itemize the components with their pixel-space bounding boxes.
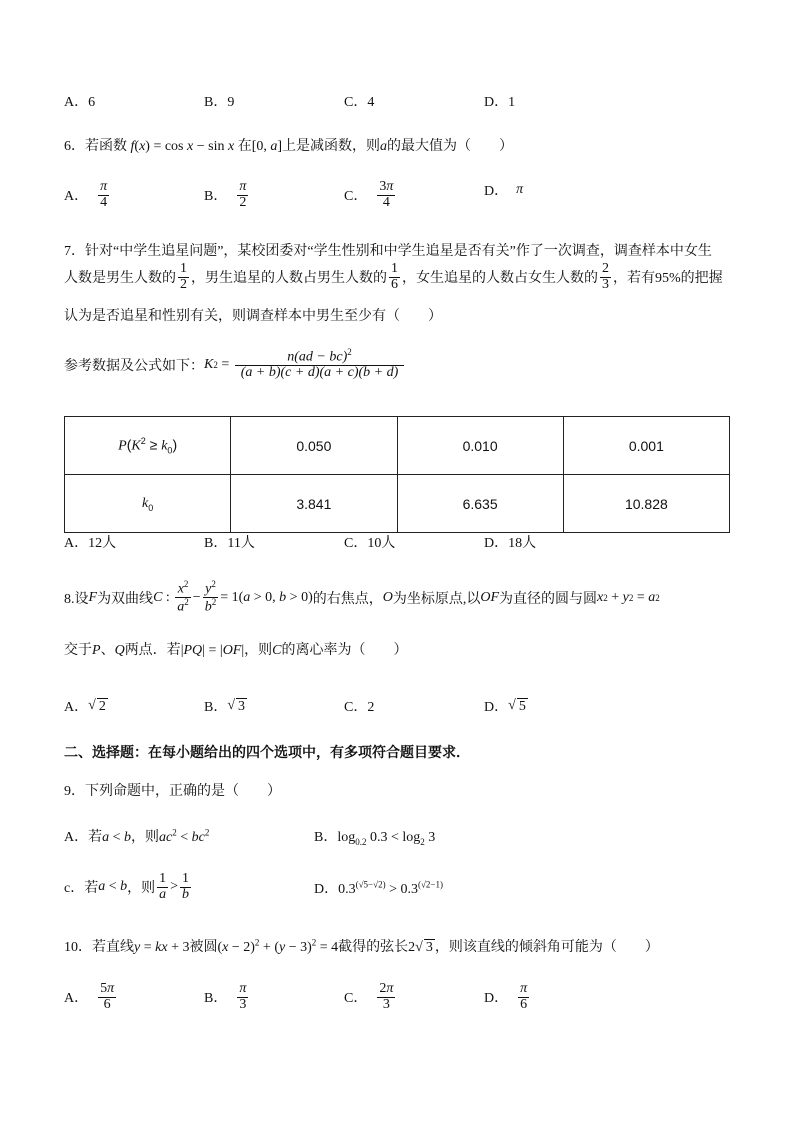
section2-heading: 二、选择题：在每小题给出的四个选项中，有多项符合题目要求． bbox=[64, 745, 470, 761]
q7-line2: 人数是男生人数的 $\frac{1}{2}$ ，男生追星的人数占男生人数的 $\frac{1}{6}$ ，女生追星的人数占女生人数的 $\frac{2}{3}$ ，若有95%的把握 bbox=[64, 261, 723, 292]
table-header-label: $P(K^2 \ge k_0)$ bbox=[65, 417, 231, 475]
q7-option-a[interactable]: A．12人 bbox=[64, 536, 117, 551]
critical-value-table bbox=[64, 416, 730, 533]
q5-option-b[interactable]: B．9 bbox=[204, 95, 235, 110]
table-row bbox=[65, 475, 730, 533]
q7-option-b[interactable]: B．11人 bbox=[204, 536, 255, 551]
q5-option-d[interactable]: D．1 bbox=[484, 95, 516, 110]
q8-line1: 8.设 F 为双曲线 C : $\frac{x^2}{a^2}$ − $\frac{y^2}{b^2}$ = 1( a > 0, b > 0) 的右焦点， O 为坐标原点,以 OF 为直径的圆与圆 x 2 + y 2 = a 2 bbox=[64, 579, 660, 615]
q7-formula: 参考数据及公式如下： K 2 = $\frac{n(ad - bc)^2}{(a + b)(c + d)(a + c)(b + d)}$ bbox=[64, 348, 406, 381]
q6-mid1: 在 bbox=[237, 139, 252, 154]
q5-options bbox=[64, 91, 764, 123]
q8-options bbox=[64, 696, 764, 728]
table-cell: 0.050 bbox=[231, 417, 397, 475]
q6-stem: 6．若函数 f(x) = cos x − sin x 在[0, a]上是减函数，则a的最大值为（ ） bbox=[64, 139, 514, 154]
q6-option-a[interactable]: A． $\frac{\pi}{4}$ bbox=[64, 179, 108, 210]
q10-options bbox=[64, 982, 764, 1026]
q6-options bbox=[64, 180, 764, 224]
q6-option-c[interactable]: C． $\frac{3\pi}{4}$ bbox=[344, 179, 394, 210]
q6-option-b[interactable]: B． $\frac{\pi}{2}$ bbox=[204, 179, 247, 210]
table-row-label: $k_0$ bbox=[65, 475, 231, 533]
table-cell: 3.841 bbox=[231, 475, 397, 533]
q8-option-c[interactable]: C．2 bbox=[344, 700, 375, 715]
table-cell: 0.010 bbox=[397, 417, 563, 475]
q9-option-b[interactable]: B．$\log_{0.2} 0.3 < \log_2 3$ bbox=[314, 830, 436, 847]
q10-option-d[interactable]: D． $\frac{\pi}{6}$ bbox=[484, 981, 528, 1012]
q5-option-a[interactable]: A．6 bbox=[64, 95, 96, 110]
table-cell: 6.635 bbox=[397, 475, 563, 533]
q6-option-d[interactable]: D． π bbox=[484, 182, 524, 199]
table-cell: 0.001 bbox=[563, 417, 729, 475]
q9-stem: 9．下列命题中，正确的是（ ） bbox=[64, 784, 281, 799]
q7-line1: 7．针对“中学生追星问题”，某校团委对“学生性别和中学生追星是否有关”作了一次调查，调查样本中女生 bbox=[64, 244, 712, 259]
q6-mid2: 上是减函数，则 bbox=[282, 139, 381, 154]
q6-prefix: 6．若函数 bbox=[64, 139, 127, 154]
q9-option-d[interactable]: D．$0.3^{(√5-√2)} > 0.3^{(√2-1)}$ bbox=[314, 879, 443, 897]
q10-option-c[interactable]: C． $\frac{2\pi}{3}$ bbox=[344, 981, 394, 1012]
q9-option-a[interactable]: A．若a < b，则$ac^2 < bc^2$ bbox=[64, 827, 210, 845]
q10-stem: 10．若直线y = kx + 3被圆$(x - 2)^2 + (y - 3)^2 = 4$截得的弦长2√ 3 ，则该直线的倾斜角可能为（ ） bbox=[64, 937, 659, 955]
q8-option-a[interactable]: A． √ 2 bbox=[64, 698, 106, 715]
q8-option-b[interactable]: B． √ 3 bbox=[204, 698, 246, 715]
q5-option-c[interactable]: C．4 bbox=[344, 95, 375, 110]
table-row bbox=[65, 417, 730, 475]
q9-option-c[interactable]: c．若 a < b ，则 $\frac{1}{a}$ > $\frac{1}{b}$ bbox=[64, 871, 190, 902]
q7-options bbox=[64, 532, 764, 564]
q7-option-d[interactable]: D．18人 bbox=[484, 536, 537, 551]
q8-line2: 交于P、Q两点．若|PQ| = |OF|，则C的离心率为（ ） bbox=[64, 643, 408, 658]
table-cell: 10.828 bbox=[563, 475, 729, 533]
q7-option-c[interactable]: C．10人 bbox=[344, 536, 396, 551]
q7-line3: 认为是否追星和性别有关，则调查样本中男生至少有（ ） bbox=[64, 309, 442, 324]
q8-option-d[interactable]: D． √ 5 bbox=[484, 698, 526, 715]
q10-option-a[interactable]: A． $\frac{5\pi}{6}$ bbox=[64, 981, 115, 1012]
q10-option-b[interactable]: B． $\frac{\pi}{3}$ bbox=[204, 981, 247, 1012]
q6-tail: 的最大值为（ ） bbox=[387, 139, 514, 154]
